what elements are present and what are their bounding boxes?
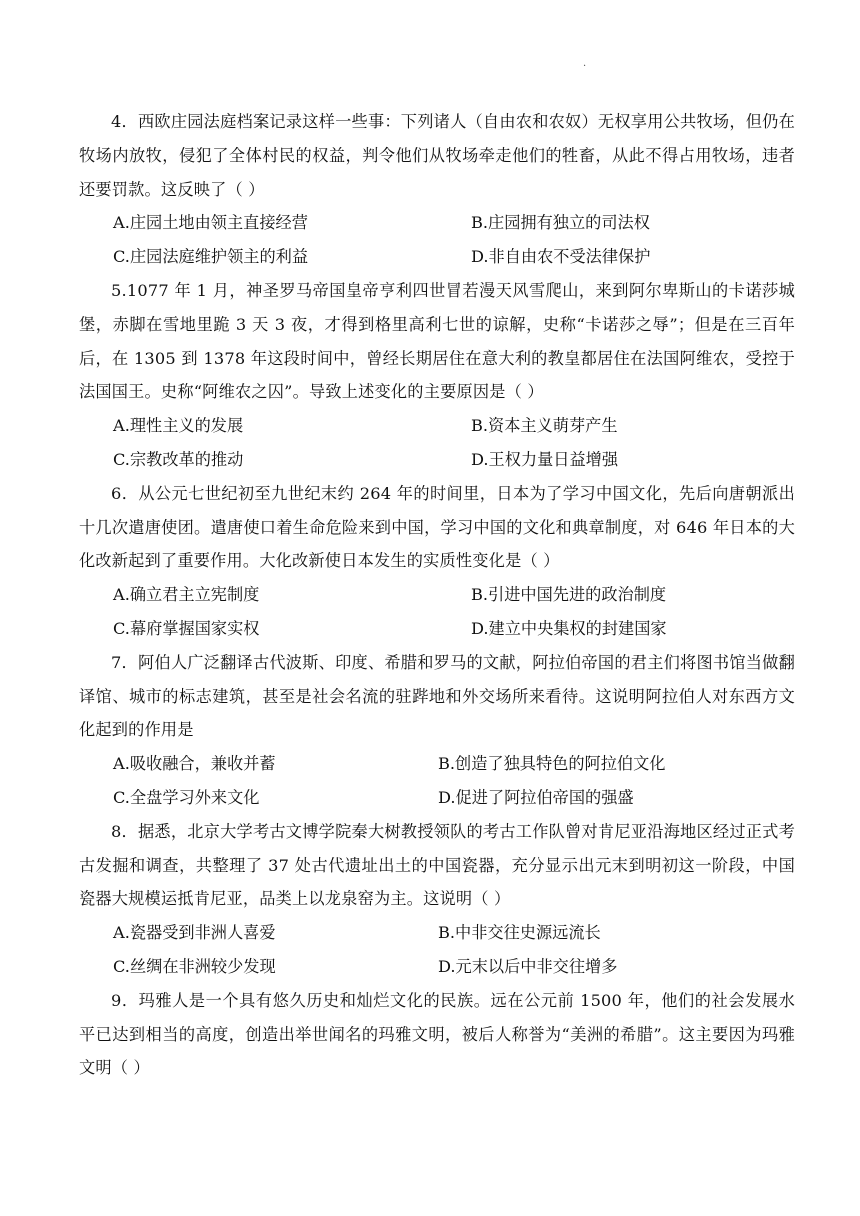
option-b[interactable]: B.资本主义萌芽产生 xyxy=(471,416,618,436)
option-a[interactable]: A.瓷器受到非洲人喜爱 xyxy=(113,923,276,943)
option-d[interactable]: D.非自由农不受法律保护 xyxy=(471,247,651,267)
option-d[interactable]: D.王权力量日益增强 xyxy=(471,449,619,469)
question-5 xyxy=(79,274,795,477)
question-stem: 4．西欧庄园法庭档案记录这样一些事：下列诸人（自由农和农奴）无权享用公共牧场，但仍在牧场内放牧，侵犯了全体村民的权益，判令他们从牧场牵走他们的牲畜，从此不得占用牧场，违者还要罚款。这反映了（ ） xyxy=(79,112,795,199)
question-8 xyxy=(79,815,795,984)
option-b[interactable]: B.创造了独具特色的阿拉伯文化 xyxy=(438,754,666,774)
option-d[interactable]: D.元末以后中非交往增多 xyxy=(438,956,618,976)
option-c[interactable]: C.宗教改革的推动 xyxy=(113,449,244,469)
question-list xyxy=(79,105,795,1085)
option-grid xyxy=(79,206,795,274)
option-b[interactable]: B.中非交往史源远流长 xyxy=(438,923,601,943)
question-stem: 6．从公元七世纪初至九世纪末约 264 年的时间里，日本为了学习中国文化，先后向唐朝派出十几次遣唐使团。遣唐使口着生命危险来到中国，学习中国的文化和典章制度，对 646 年日本的大化改新起到了重要作用。大化改新使日本发生的实质性变化是（ ） xyxy=(79,483,795,571)
option-b[interactable]: B.引进中国先进的政治制度 xyxy=(471,585,667,605)
option-c[interactable]: C.庄园法庭维护领主的利益 xyxy=(113,247,309,267)
option-a[interactable]: A.理性主义的发展 xyxy=(113,416,244,436)
option-grid xyxy=(79,409,795,477)
question-stem: 8．据悉，北京大学考古文博学院秦大树教授领队的考古工作队曾对肯尼亚沿海地区经过正式考古发掘和调查，共整理了 37 处古代遗址出土的中国瓷器，充分显示出元末到明初这一阶段，中国瓷器大规模运抵肯尼亚，品类上以龙泉窑为主。这说明（ ） xyxy=(79,821,795,909)
option-a[interactable]: A.吸收融合，兼收并蓄 xyxy=(113,754,276,774)
question-4 xyxy=(79,105,795,274)
option-grid xyxy=(79,578,795,646)
option-d[interactable]: D.促进了阿拉伯帝国的强盛 xyxy=(438,787,634,807)
option-c[interactable]: C.全盘学习外来文化 xyxy=(113,787,260,807)
option-a[interactable]: A.确立君主立宪制度 xyxy=(113,585,260,605)
question-9 xyxy=(79,984,795,1085)
question-7 xyxy=(79,646,795,815)
option-grid xyxy=(79,916,795,984)
option-c[interactable]: C.幕府掌握国家实权 xyxy=(113,618,260,638)
header-mark: · xyxy=(583,61,587,72)
option-c[interactable]: C.丝绸在非洲较少发现 xyxy=(113,956,276,976)
question-stem: 7．阿伯人广泛翻译古代波斯、印度、希腊和罗马的文献，阿拉伯帝国的君主们将图书馆当做翻译馆、城市的标志建筑，甚至是社会名流的驻跸地和外交场所来看待。这说明阿拉伯人对东西方文化起到的作用是 xyxy=(79,652,795,740)
question-stem: 9．玛雅人是一个具有悠久历史和灿烂文化的民族。远在公元前 1500 年，他们的社会发展水平已达到相当的高度，创造出举世闻名的玛雅文明，被后人称誉为“美洲的希腊”。这主要因为玛雅文明（ ） xyxy=(79,990,795,1078)
question-stem: 5.1077 年 1 月，神圣罗马帝国皇帝亨利四世冒若漫天风雪爬山，来到阿尔卑斯山的卡诺莎城堡，赤脚在雪地里跪 3 天 3 夜，才得到格里高利七世的谅解，史称“卡诺莎之辱”；但是在三百年后，在 1305 到 1378 年这段时间中，曾经长期居住在意大利的教皇都居住在法国阿维农，受控于法国国王。史称“阿维农之囚”。导致上述变化的主要原因是（ ） xyxy=(79,280,795,402)
option-b[interactable]: B.庄园拥有独立的司法权 xyxy=(471,213,650,233)
question-6 xyxy=(79,477,795,646)
option-d[interactable]: D.建立中央集权的封建国家 xyxy=(471,618,667,638)
option-grid xyxy=(79,747,795,815)
option-a[interactable]: A.庄园土地由领主直接经营 xyxy=(113,213,308,233)
